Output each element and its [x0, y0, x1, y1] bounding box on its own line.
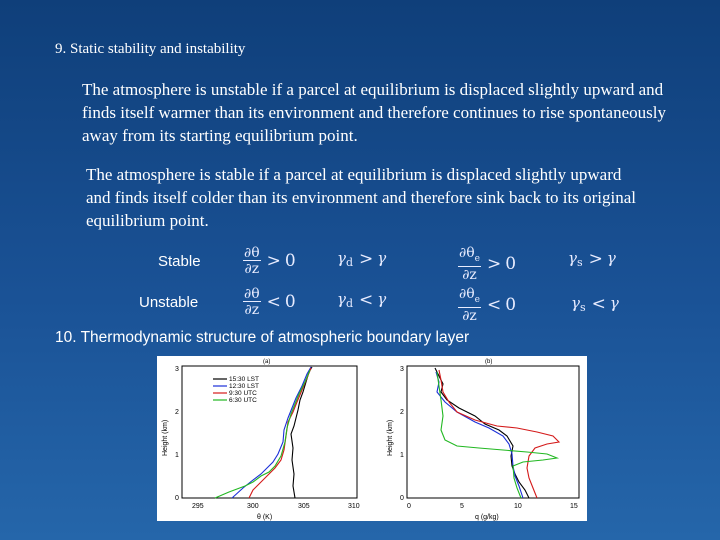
panel-b-ytick: 1: [400, 452, 404, 459]
panel-a-ytick: 2: [175, 409, 179, 416]
stable-theta-gradient: $\frac{\partial\theta}{\partial z}$ > 0: [244, 245, 296, 277]
panel-a-frame: [182, 366, 357, 498]
svg-text:12:30 LST: 12:30 LST: [229, 383, 259, 390]
panel-b-ytick: 3: [400, 366, 404, 373]
stable-lapse-rate-dry: $\gamma_d > \gamma$: [337, 249, 387, 269]
unstable-thetae-gradient: $\frac{\partial\theta_e}{\partial z}$ < 0: [459, 286, 517, 324]
panel-a-xtick: 295: [192, 503, 204, 510]
panel-b-xtick: 5: [460, 503, 464, 510]
stable-definition-paragraph: The atmosphere is stable if a parcel at equilibrium is displaced slightly upward and finds itself colder than its environment and therefore sink back to its original equilibrium point.: [86, 165, 636, 230]
panel-a-xtick: 305: [298, 503, 310, 510]
stable-label: Stable: [158, 253, 201, 270]
panel-a-legend: [213, 376, 259, 404]
panel-b-ylabel: Height (km): [387, 419, 394, 456]
panel-a-ytick: 1: [175, 452, 179, 459]
section-10-title: 10. Thermodynamic structure of atmospheric boundary layer: [55, 329, 470, 346]
panel-b-xtick: 15: [570, 503, 578, 510]
panel-b-frame: [407, 366, 579, 498]
svg-text:9:30 UTC: 9:30 UTC: [229, 390, 257, 397]
svg-text:15:30 LST: 15:30 LST: [229, 376, 259, 383]
unstable-lapse-rate-dry: $\gamma_d < \gamma$: [337, 290, 387, 310]
unstable-lapse-rate-saturated: $\gamma_s < \gamma$: [571, 294, 619, 314]
panel-b-xlabel: q (g/kg): [475, 514, 499, 521]
panel-b-profile-green: [437, 372, 557, 498]
panel-a-xtick: 300: [247, 503, 259, 510]
unstable-theta-gradient: $\frac{\partial\theta}{\partial z}$ < 0: [244, 286, 296, 318]
panel-b-profile-black: [435, 368, 529, 498]
panel-b-ytick: 0: [400, 495, 404, 502]
boundary-layer-profiles-figure: [157, 356, 587, 521]
section-9-title: 9. Static stability and instability: [55, 41, 246, 57]
panel-a-label: (a): [263, 359, 271, 365]
unstable-label: Unstable: [139, 294, 199, 311]
panel-a-ytick: 0: [175, 495, 179, 502]
panel-b-xtick: 10: [514, 503, 522, 510]
panel-b-label: (b): [485, 359, 493, 365]
panel-b-ytick: 2: [400, 409, 404, 416]
panel-a-xtick: 310: [348, 503, 360, 510]
stable-lapse-rate-saturated: $\gamma_s > \gamma$: [568, 249, 616, 269]
panel-a-ytick: 3: [175, 366, 179, 373]
unstable-definition-paragraph: The atmosphere is unstable if a parcel at equilibrium is displaced slightly upward and finds itself warmer than its environment and therefore continues to rise spontaneously away from its starting equilibrium point.: [82, 80, 666, 145]
panel-a-ylabel: Height (km): [162, 419, 169, 456]
stable-thetae-gradient: $\frac{\partial\theta_e}{\partial z}$ > 0: [459, 245, 517, 283]
panel-b-profile-blue: [436, 372, 523, 498]
svg-text:6:30 UTC: 6:30 UTC: [229, 397, 257, 404]
panel-a-xlabel: θ (K): [257, 514, 273, 521]
panel-b-xtick: 0: [407, 503, 411, 510]
